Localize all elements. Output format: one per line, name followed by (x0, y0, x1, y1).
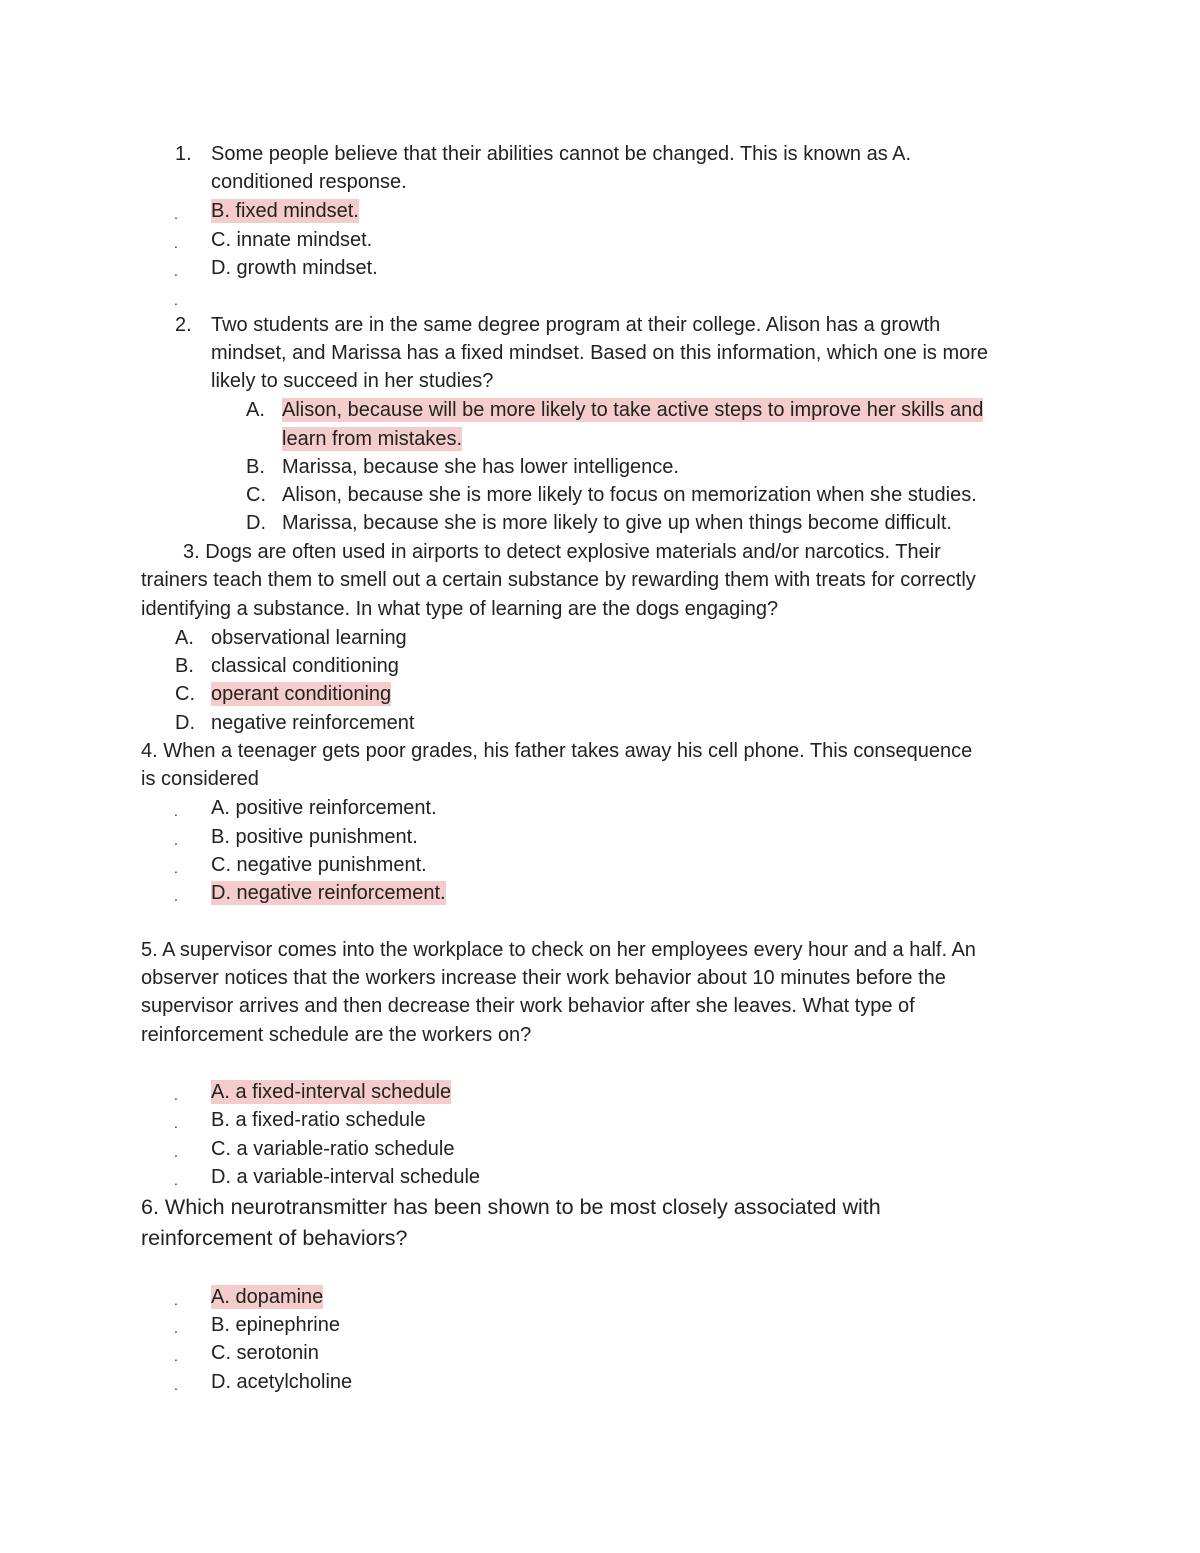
q5-a-bullet: . (174, 1087, 178, 1103)
q4-d-bullet: . (174, 888, 178, 904)
q5-option-a-correct: A. a fixed-interval schedule (211, 1081, 452, 1103)
q6-option-d: D. acetylcholine (211, 1371, 353, 1393)
q3-option-c-correct: operant conditioning (211, 683, 392, 705)
q5-b-bullet: . (174, 1115, 178, 1131)
q4-option-d-correct: D. negative reinforcement. (211, 882, 446, 904)
q2-d-letter: D. (246, 512, 266, 534)
q4-option-b: B. positive punishment. (211, 826, 418, 848)
q4-a-bullet: . (174, 803, 178, 819)
q5-d-bullet: . (174, 1172, 178, 1188)
q2-a-letter: A. (246, 399, 265, 421)
q2-number: 2. (175, 314, 192, 336)
q3-option-d: negative reinforcement (211, 712, 415, 734)
q2-stem-line-1: Two students are in the same degree program at their college. Alison has a growth (211, 314, 941, 336)
q3-c-letter: C. (175, 683, 195, 705)
q6-a-bullet: . (174, 1292, 178, 1308)
q4-c-bullet: . (174, 860, 178, 876)
q1-c-bullet: . (174, 235, 178, 251)
q1-number: 1. (175, 143, 192, 165)
q5-stem-line-2: observer notices that the workers increase their work behavior about 10 minutes before the (141, 967, 946, 989)
q3-stem-line-1: 3. Dogs are often used in airports to detect explosive materials and/or narcotics. Their (183, 541, 941, 563)
q1-option-d: D. growth mindset. (211, 257, 378, 279)
q5-option-b: B. a fixed-ratio schedule (211, 1109, 426, 1131)
q5-option-c: C. a variable-ratio schedule (211, 1138, 455, 1160)
q3-stem-line-3: identifying a substance. In what type of learning are the dogs engaging? (141, 598, 779, 620)
q6-d-bullet: . (174, 1377, 178, 1393)
q2-stem-line-2: mindset, and Marissa has a fixed mindset. Based on this information, which one is more (211, 342, 989, 364)
q5-stem-line-1: 5. A supervisor comes into the workplace to check on her employees every hour and a half. An (141, 939, 976, 961)
q5-stem-line-3: supervisor arrives and then decrease their work behavior after she leaves. What type of (141, 995, 915, 1017)
q4-stem-line-2: is considered (141, 768, 259, 790)
q2-b-letter: B. (246, 456, 265, 478)
q1-option-b-correct: B. fixed mindset. (211, 200, 359, 222)
q6-stem-line-1: 6. Which neurotransmitter has been shown to be most closely associated with (141, 1195, 881, 1219)
q2-stem-line-3: likely to succeed in her studies? (211, 370, 494, 392)
q3-d-letter: D. (175, 712, 195, 734)
q1-stem-line-2: conditioned response. (211, 171, 407, 193)
q3-option-b: classical conditioning (211, 655, 399, 677)
q2-option-c: Alison, because she is more likely to focus on memorization when she studies. (282, 484, 977, 506)
q2-option-d: Marissa, because she is more likely to give up when things become difficult. (282, 512, 952, 534)
q1-empty-bullet: . (174, 292, 178, 308)
q6-stem-line-2: reinforcement of behaviors? (141, 1226, 408, 1250)
q1-d-bullet: . (174, 263, 178, 279)
q2-option-a-correct-line-1: Alison, because will be more likely to take active steps to improve her skills and (282, 399, 984, 421)
q3-a-letter: A. (175, 627, 194, 649)
q4-option-c: C. negative punishment. (211, 854, 427, 876)
q4-b-bullet: . (174, 832, 178, 848)
q3-stem-line-2: trainers teach them to smell out a certain substance by rewarding them with treats for correctly (141, 569, 976, 591)
q5-stem-line-4: reinforcement schedule are the workers on? (141, 1024, 532, 1046)
q1-b-bullet: . (174, 206, 178, 222)
q5-c-bullet: . (174, 1144, 178, 1160)
q6-option-a-correct: A. dopamine (211, 1286, 324, 1308)
q3-b-letter: B. (175, 655, 194, 677)
q6-c-bullet: . (174, 1348, 178, 1364)
q2-option-a-correct-line-2: learn from mistakes. (282, 428, 463, 450)
q2-option-b: Marissa, because she has lower intelligence. (282, 456, 679, 478)
q6-option-b: B. epinephrine (211, 1314, 340, 1336)
q6-b-bullet: . (174, 1320, 178, 1336)
q4-stem-line-1: 4. When a teenager gets poor grades, his father takes away his cell phone. This consequence (141, 740, 973, 762)
q2-c-letter: C. (246, 484, 266, 506)
q1-option-c: C. innate mindset. (211, 229, 373, 251)
q3-option-a: observational learning (211, 627, 407, 649)
q5-option-d: D. a variable-interval schedule (211, 1166, 481, 1188)
q4-option-a: A. positive reinforcement. (211, 797, 437, 819)
q1-stem-line-1: Some people believe that their abilities cannot be changed. This is known as A. (211, 143, 912, 165)
q6-option-c: C. serotonin (211, 1342, 319, 1364)
